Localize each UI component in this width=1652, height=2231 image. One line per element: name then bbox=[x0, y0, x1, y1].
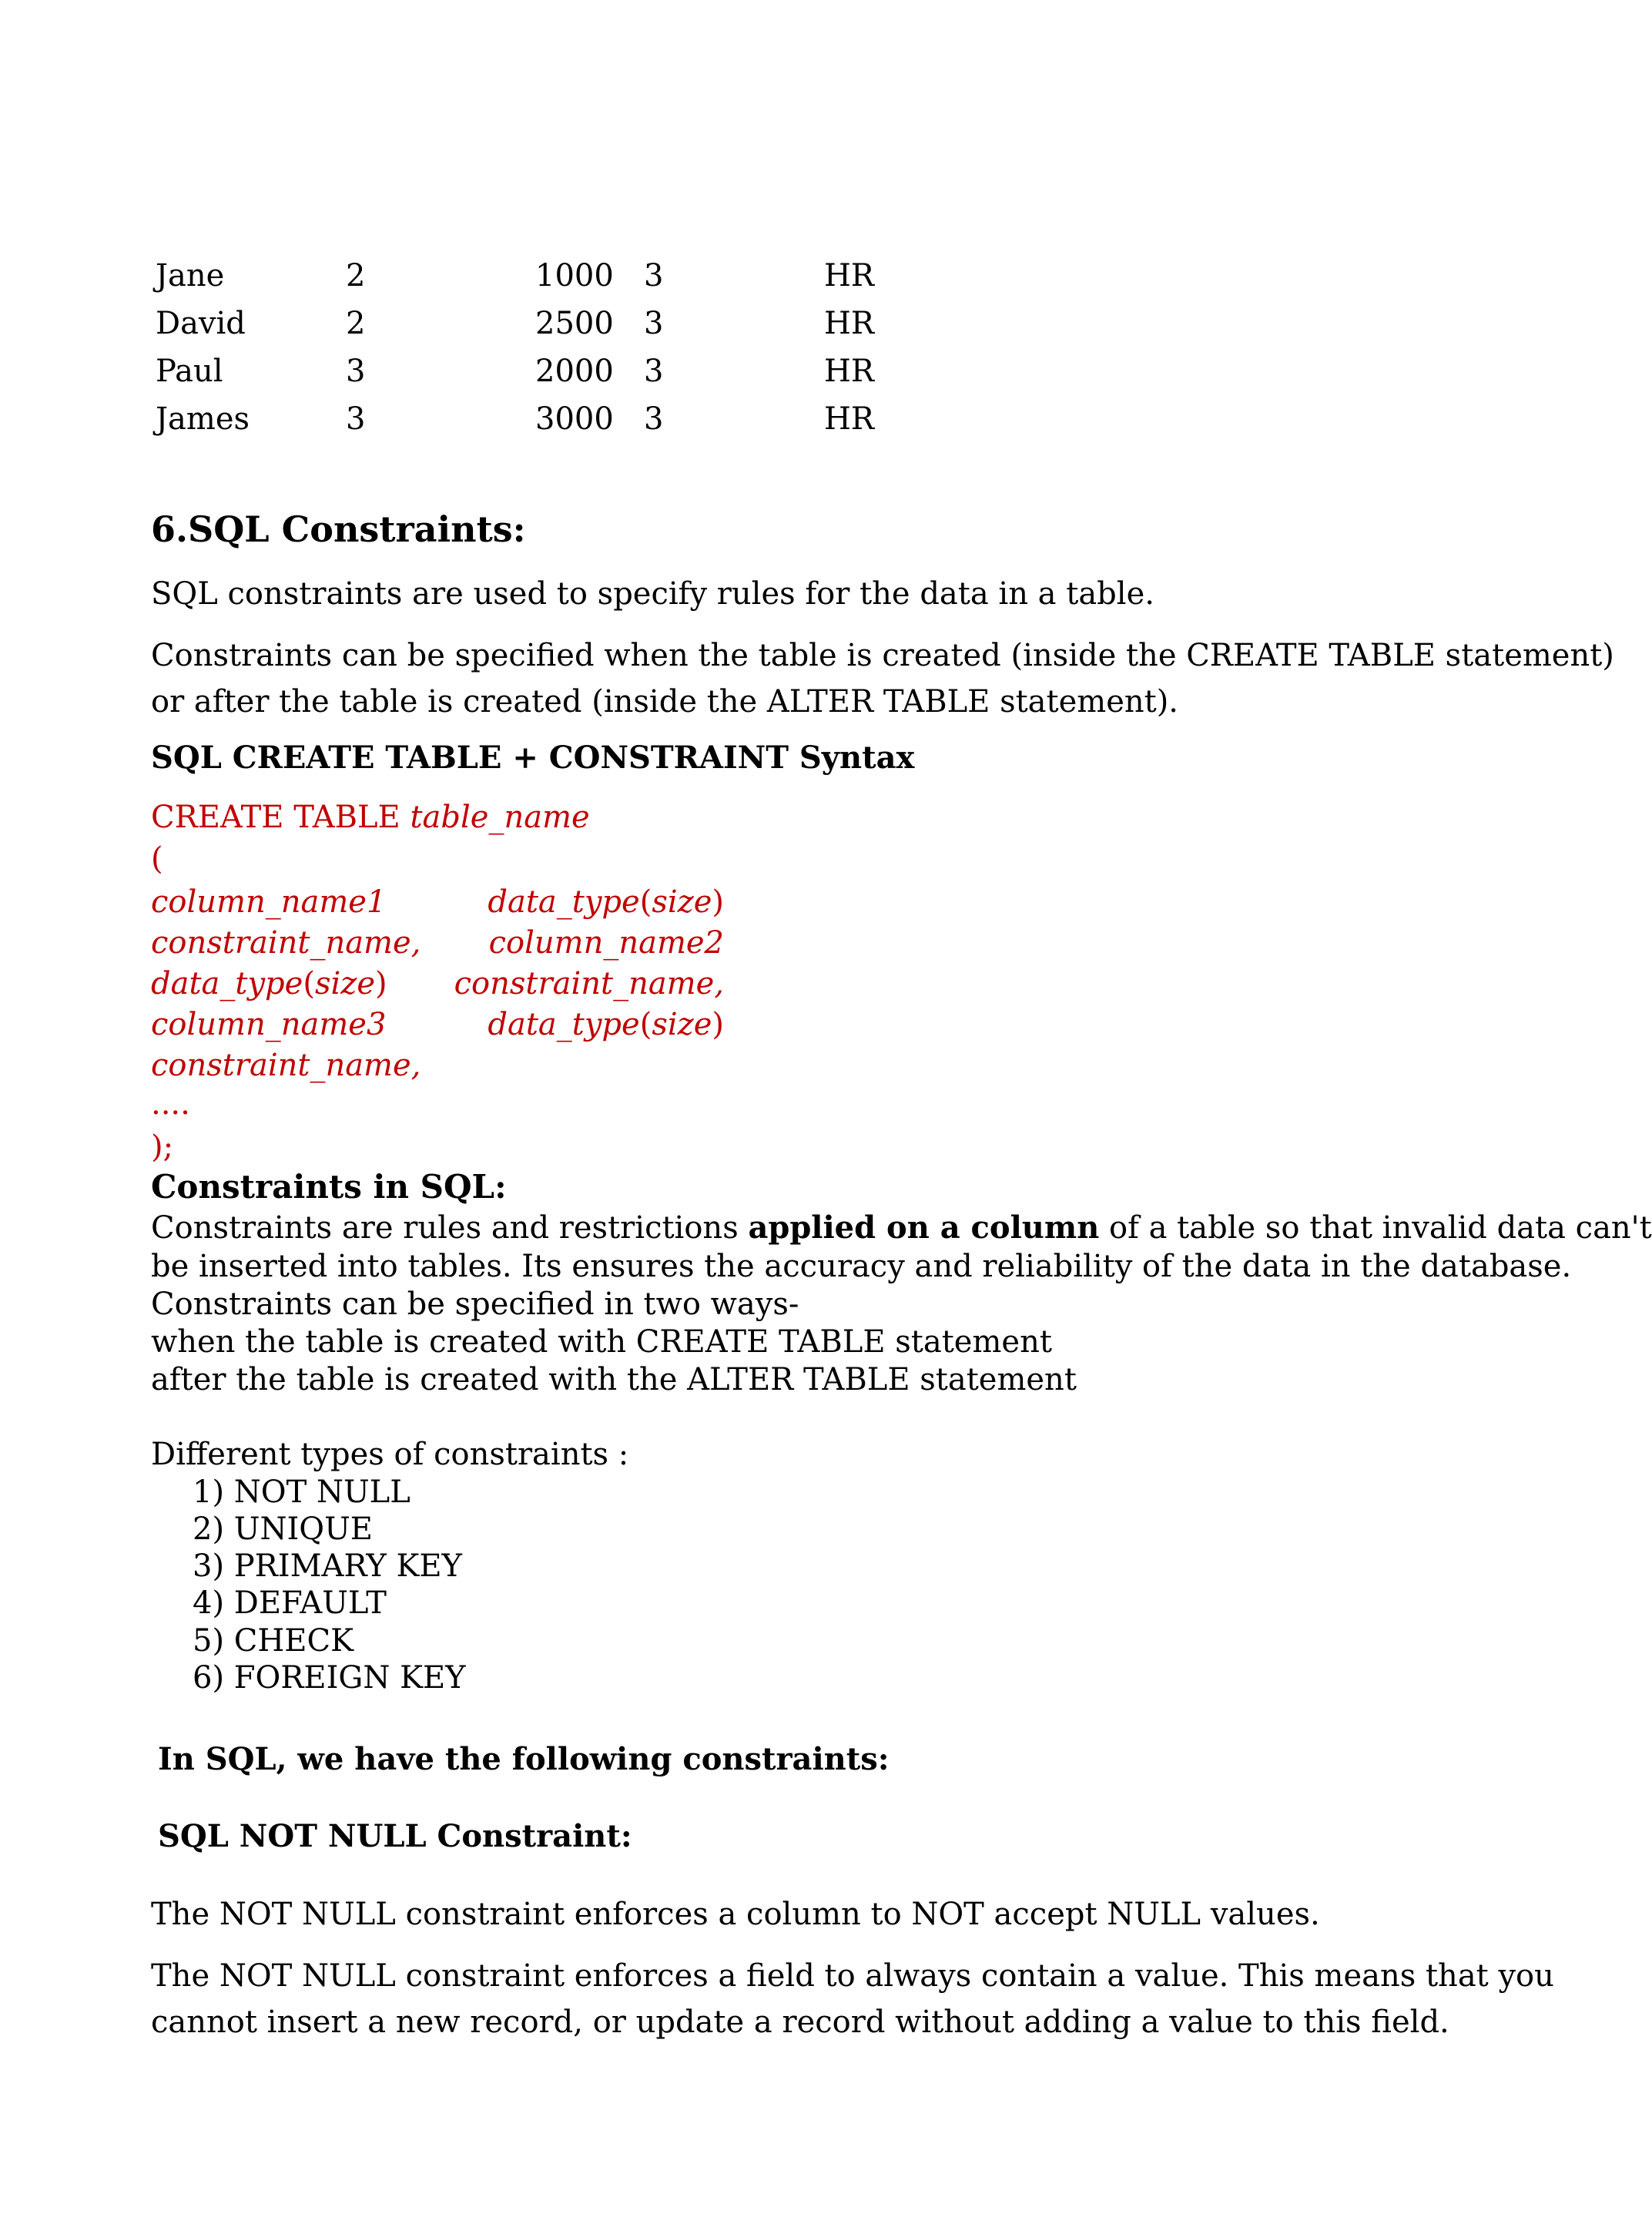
table-cell: 3 bbox=[644, 306, 664, 341]
code-line: constraint_name, bbox=[151, 1048, 421, 1083]
table-cell: HR bbox=[824, 306, 874, 341]
list-item: 1) NOT NULL bbox=[193, 1474, 410, 1510]
table-cell: HR bbox=[824, 354, 874, 389]
code-line bbox=[151, 800, 590, 835]
table-cell-name: Paul bbox=[156, 354, 223, 389]
code-line: constraint_name, bbox=[151, 925, 421, 961]
code-line: constraint_name, bbox=[454, 966, 724, 1001]
section-heading: 6.SQL Constraints: bbox=[151, 508, 526, 550]
table-cell: 2 bbox=[346, 306, 366, 341]
text-bold: applied on a column bbox=[748, 1209, 1100, 1246]
list-item: 4) DEFAULT bbox=[193, 1585, 387, 1621]
code-size: size bbox=[652, 884, 712, 920]
paragraph: or after the table is created (inside the ALTER TABLE statement). bbox=[151, 684, 1179, 720]
text: Constraints are rules and restrictions bbox=[151, 1210, 749, 1246]
table-cell: 3000 bbox=[535, 401, 614, 437]
subsection-heading: SQL NOT NULL Constraint: bbox=[158, 1818, 632, 1854]
table-cell: 3 bbox=[644, 258, 664, 294]
code-type: data_type bbox=[488, 884, 640, 920]
paragraph: The NOT NULL constraint enforces a field to always contain a value. This means that you bbox=[151, 1958, 1554, 1994]
paragraph: SQL constraints are used to specify rules for the data in a table. bbox=[151, 576, 1154, 612]
table-cell-name: James bbox=[156, 401, 250, 437]
table-cell: 2 bbox=[346, 258, 366, 294]
code-line: data_type(size) bbox=[488, 1007, 724, 1042]
paragraph: Constraints can be specified in two ways- bbox=[151, 1287, 799, 1322]
code-size: size bbox=[314, 966, 376, 1001]
list-item: 2) UNIQUE bbox=[193, 1511, 373, 1547]
table-cell: 2500 bbox=[535, 306, 614, 341]
code-line: column_name2 bbox=[488, 925, 724, 961]
paragraph: The NOT NULL constraint enforces a column to NOT accept NULL values. bbox=[151, 1897, 1320, 1932]
code-type: data_type bbox=[488, 1007, 640, 1042]
list-item: 6) FOREIGN KEY bbox=[193, 1660, 466, 1696]
table-cell-name: Jane bbox=[156, 258, 225, 294]
paragraph: Constraints can be specified when the table is created (inside the CREATE TABLE statement) bbox=[151, 638, 1614, 673]
table-cell: 3 bbox=[346, 401, 366, 437]
table-cell: 1000 bbox=[535, 258, 614, 294]
paragraph: when the table is created with CREATE TABLE statement bbox=[151, 1324, 1052, 1360]
paragraph bbox=[151, 1209, 1652, 1246]
code-line: column_name1 bbox=[151, 884, 387, 920]
table-cell: 2000 bbox=[535, 354, 614, 389]
table-cell: 3 bbox=[346, 354, 366, 389]
code-line: column_name3 bbox=[151, 1007, 387, 1042]
paragraph: be inserted into tables. Its ensures the accuracy and reliability of the data in the database. bbox=[151, 1249, 1572, 1284]
code-close: ); bbox=[151, 1129, 174, 1165]
code-type: data_type bbox=[151, 966, 303, 1001]
syntax-heading: SQL CREATE TABLE + CONSTRAINT Syntax bbox=[151, 740, 915, 776]
code-size: size bbox=[652, 1007, 712, 1042]
code-line: data_type(size) bbox=[151, 966, 387, 1001]
list-item: 3) PRIMARY KEY bbox=[193, 1548, 462, 1584]
table-cell: 3 bbox=[644, 354, 664, 389]
list-item: 5) CHECK bbox=[193, 1623, 354, 1659]
table-cell: 3 bbox=[644, 401, 664, 437]
types-intro: Different types of constraints : bbox=[151, 1437, 629, 1472]
code-line: data_type(size) bbox=[488, 884, 724, 920]
paragraph: cannot insert a new record, or update a record without adding a value to this field. bbox=[151, 2005, 1449, 2040]
table-cell: HR bbox=[824, 401, 874, 437]
table-cell: HR bbox=[824, 258, 874, 294]
paragraph: after the table is created with the ALTER TABLE statement bbox=[151, 1362, 1077, 1397]
subsection-heading: In SQL, we have the following constraints: bbox=[158, 1741, 890, 1777]
code-dots: .... bbox=[151, 1086, 190, 1122]
code-keyword: CREATE TABLE bbox=[151, 800, 400, 835]
subsection-heading: Constraints in SQL: bbox=[151, 1168, 507, 1206]
code-table-name: table_name bbox=[410, 800, 590, 835]
text: of a table so that invalid data can't bbox=[1099, 1210, 1652, 1246]
code-open-paren: ( bbox=[151, 841, 163, 877]
table-cell-name: David bbox=[156, 306, 246, 341]
